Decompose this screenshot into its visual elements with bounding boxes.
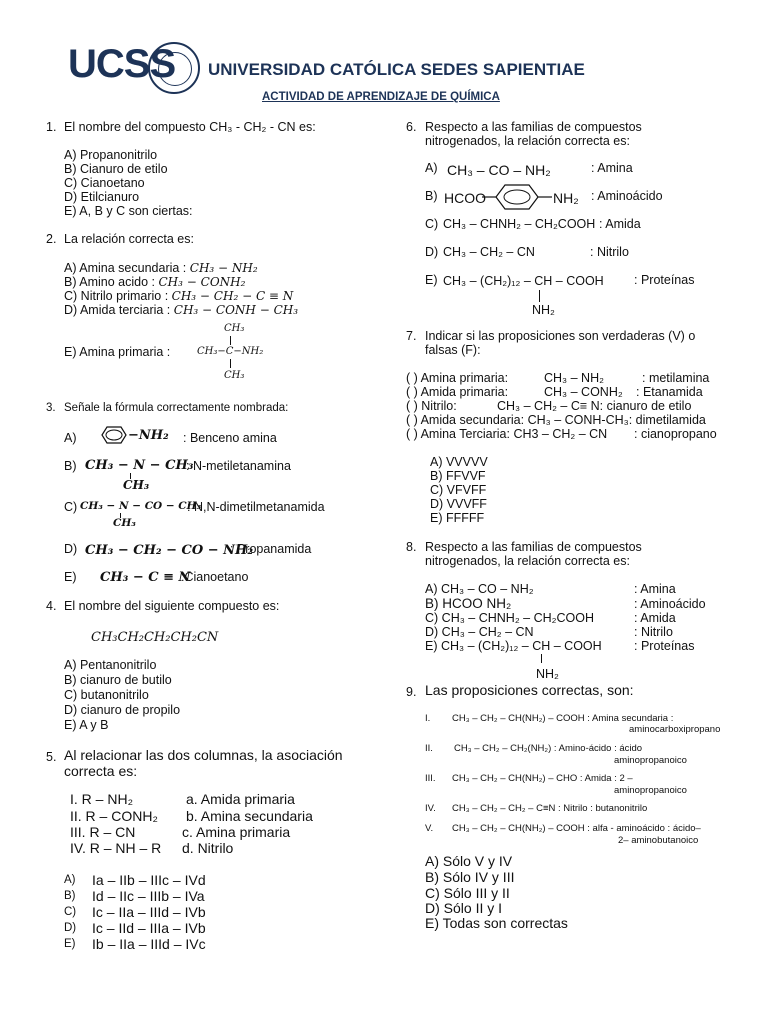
- q8-option-e: E) CH₃ – (CH₂)₁₂ – CH – COOH: [425, 639, 602, 653]
- q6-number: 6.: [406, 120, 417, 134]
- q8-option-b-name: : Aminoácido: [634, 597, 706, 611]
- q6-option-d-name: : Nitrilo: [590, 245, 629, 259]
- q9-option-a: A) Sólo V y IV: [425, 853, 513, 869]
- q7-prop-4-a: ( ) Amida secundaria: CH₃ – CONH-CH₃: dimetilamida: [406, 413, 706, 427]
- q3-option-c-name: : N,N-dimetilmetanamida: [187, 500, 325, 514]
- q7-prop-1-b: CH₃ – NH₂: [544, 371, 604, 385]
- q2-option-c: C) Nitrilo primario : CH₃ − CH₂ − C ≡ N: [64, 289, 294, 303]
- q6-option-e-sub: NH₂: [532, 303, 555, 317]
- university-name: UNIVERSIDAD CATÓLICA SEDES SAPIENTIAE: [208, 60, 585, 79]
- q9-prop-4-line1: CH₃ – CH₂ – CH₂ – C≡N : Nitrilo : butanonitrilo: [452, 803, 648, 814]
- q9-prop-2-num: II.: [425, 743, 433, 754]
- q9-option-e: E) Todas son correctas: [425, 915, 568, 931]
- q7-option-a: A) VVVVV: [430, 455, 488, 469]
- q4-number: 4.: [46, 599, 57, 613]
- q4-formula: CH₃CH₂CH₂CH₂CN: [91, 630, 219, 645]
- q3-option-e-formula: CH₃ − C ≡ N: [100, 570, 191, 585]
- q5-option-b: Id – IIc – IIIb – IVa: [92, 888, 205, 904]
- q6-e-bond: [539, 290, 540, 302]
- q9-prop-1-line2: aminocarboxipropano: [629, 724, 721, 735]
- q6-option-c-letter: C): [425, 217, 439, 231]
- q9-prop-5-line2: 2– aminobutanoico: [618, 835, 699, 846]
- q3-option-b-formula: CH₃ − N − CH₃: [85, 458, 194, 473]
- q5-pair-1-right: a. Amida primaria: [186, 791, 295, 807]
- q8-option-b: B) HCOO NH₂: [425, 596, 512, 611]
- q5-option-a: Ia – IIb – IIIc – IVd: [92, 872, 206, 888]
- q3-option-e-letter: E): [64, 570, 77, 584]
- q9-prop-5-num: V.: [425, 823, 434, 834]
- q2-number: 2.: [46, 232, 57, 246]
- q8-option-e-sub: NH₂: [536, 667, 559, 681]
- q2-option-b: B) Amino acido : CH₃ − CONH₂: [64, 275, 246, 289]
- q7-prop-2-c: : Etanamida: [636, 385, 703, 399]
- q5-pair-2-right: b. Amina secundaria: [186, 808, 313, 824]
- q3-option-d-letter: D): [64, 542, 78, 556]
- q9-prop-5-line1: CH₃ – CH₂ – CH(NH₂) – COOH : alfa - aminoácido : ácido–: [452, 823, 701, 834]
- q6-option-e-letter: E): [425, 273, 438, 287]
- q3-stem: Señale la fórmula correctamente nombrada:: [64, 402, 289, 414]
- q7-prop-3-b: CH₃ – CH₂ – C≡ N: cianuro de etilo: [497, 399, 692, 413]
- q3-option-c-formula: CH₃ − N − CO − CH₃: [80, 500, 202, 512]
- q3-option-a-formula: −NH₂: [128, 428, 169, 443]
- q5-pair-3-right: c. Amina primaria: [182, 824, 291, 840]
- q3-option-c-letter: C): [64, 500, 78, 514]
- q5-option-a-letter: A): [64, 874, 76, 886]
- q3-number: 3.: [46, 402, 56, 414]
- q6-option-d-formula: CH₃ – CH₂ – CN: [443, 245, 535, 259]
- q7-prop-5-a: ( ) Amina Terciaria: CH3 – CH₂ – CN: [406, 427, 608, 441]
- q6-stem-line1: Respecto a las familias de compuestos: [425, 120, 642, 134]
- q7-number: 7.: [406, 329, 417, 343]
- q7-prop-3-a: ( ) Nitrilo:: [406, 399, 457, 413]
- q3-option-d-formula: CH₃ − CH₂ − CO − NH₂: [85, 543, 254, 558]
- q7-option-c: C) VFVFF: [430, 483, 487, 497]
- q5-pair-4-left: IV. R – NH – R: [70, 840, 162, 856]
- q3-option-a-name: : Benceno amina: [183, 431, 277, 445]
- q6-option-a-formula: CH₃ – CO – NH₂: [447, 162, 551, 178]
- q9-option-b: B) Sólo IV y III: [425, 869, 515, 885]
- q1-option-c: C) Cianoetano: [64, 176, 145, 190]
- q6-option-c-formula: CH₃ – CHNH₂ – CH₂COOH: [443, 217, 596, 231]
- q9-stem: Las proposiciones correctas, son:: [425, 682, 634, 698]
- q7-option-e: E) FFFFF: [430, 511, 485, 525]
- q7-prop-2-b: CH₃ – CONH₂: [544, 385, 623, 399]
- q8-stem-line2: nitrogenados, la relación correcta es:: [425, 554, 630, 568]
- q7-prop-1-c: : metilamina: [642, 371, 710, 385]
- q6-option-a-letter: A): [425, 161, 438, 175]
- q9-number: 9.: [406, 685, 417, 699]
- q9-prop-1-num: I.: [425, 713, 431, 724]
- q8-stem-line1: Respecto a las familias de compuestos: [425, 540, 642, 554]
- q2-option-e: E) Amina primaria :: [64, 345, 171, 359]
- q6-option-b-letter: B): [425, 189, 438, 203]
- q5-option-b-letter: B): [64, 890, 76, 902]
- q3-option-d-name: : Propanamida: [230, 542, 312, 556]
- q3-option-c-sub: CH₃: [113, 517, 136, 529]
- q4-stem: El nombre del siguiente compuesto es:: [64, 599, 280, 613]
- q5-option-e: Ib – IIa – IIId – IVc: [92, 936, 206, 952]
- q6-option-a-name: : Amina: [591, 161, 633, 175]
- q5-option-c: Ic – IIa – IIId – IVb: [92, 904, 206, 920]
- q5-option-e-letter: E): [64, 938, 76, 950]
- q6-option-e-formula: CH₃ – (CH₂)₁₂ – CH – COOH: [443, 274, 604, 288]
- q6-option-e-name: : Proteínas: [634, 273, 695, 287]
- q8-option-d-name: : Nitrilo: [634, 625, 673, 639]
- q3-option-b-sub: CH₃: [123, 478, 150, 492]
- activity-title: ACTIVIDAD DE APRENDIZAJE DE QUÍMICA: [262, 91, 500, 103]
- q2-struct-main: CH₃−C−NH₂: [197, 346, 264, 357]
- q5-number: 5.: [46, 750, 57, 764]
- q9-prop-3-num: III.: [425, 773, 436, 784]
- q5-pair-1-left: I. R – NH₂: [70, 791, 133, 807]
- q5-pair-4-right: d. Nitrilo: [182, 840, 234, 856]
- q4-option-c: C) butanonitrilo: [64, 688, 149, 702]
- q5-option-d: Ic – IId – IIIa – IVb: [92, 920, 206, 936]
- q6-option-b-name: : Aminoácido: [591, 189, 663, 203]
- q6-option-b-formula-left: HCOO: [444, 190, 486, 206]
- q8-option-c: C) CH₃ – CHNH₂ – CH₂COOH: [425, 611, 594, 625]
- q4-option-d: D) cianuro de propilo: [64, 703, 181, 717]
- q7-stem-line2: falsas (F):: [425, 343, 481, 357]
- q7-option-d: D) VVVFF: [430, 497, 487, 511]
- q5-stem-line2: correcta es:: [64, 763, 138, 779]
- university-seal-icon: [148, 42, 200, 94]
- benzene-ring-icon: [482, 182, 554, 212]
- q8-option-c-name: : Amida: [634, 611, 676, 625]
- q6-option-d-letter: D): [425, 245, 439, 259]
- q5-pair-2-left: II. R – CONH₂: [70, 808, 158, 824]
- q5-stem-line1: Al relacionar las dos columnas, la asociación: [64, 747, 343, 763]
- q7-option-b: B) FFVVF: [430, 469, 486, 483]
- q3-option-b-letter: B): [64, 459, 77, 473]
- q3-option-b-name: : N-metiletanamina: [186, 459, 291, 473]
- q7-prop-5-c: : cianopropano: [634, 427, 717, 441]
- q2-bond-bottom: [230, 359, 231, 368]
- q2-stem: La relación correcta es:: [64, 232, 194, 246]
- q2-bond-top: [230, 336, 231, 345]
- q9-prop-3-line1: CH₃ – CH₂ – CH(NH₂) – CHO : Amida : 2 –: [452, 773, 633, 784]
- q9-prop-1-line1: CH₃ – CH₂ – CH(NH₂) – COOH : Amina secundaria :: [452, 713, 674, 724]
- q8-e-bond: [541, 654, 542, 663]
- q4-option-e: E) A y B: [64, 718, 109, 732]
- q6-stem-line2: nitrogenados, la relación correcta es:: [425, 134, 630, 148]
- q2-option-a: A) Amina secundaria : CH₃ − NH₂: [64, 261, 258, 275]
- q1-option-d: D) Etilcianuro: [64, 190, 140, 204]
- q8-option-e-name: : Proteínas: [634, 639, 695, 653]
- q5-pair-3-left: III. R – CN: [70, 824, 136, 840]
- q3-option-a-letter: A): [64, 431, 77, 445]
- q7-stem-line1: Indicar si las proposiciones son verdaderas (V) o: [425, 329, 696, 343]
- q9-prop-2-line1: CH₃ – CH₂ – CH₂(NH₂) : Amino-ácido : ácido: [454, 743, 643, 754]
- q8-option-a-name: : Amina: [634, 582, 676, 596]
- q7-prop-1-a: ( ) Amina primaria:: [406, 371, 509, 385]
- q5-option-c-letter: C): [64, 906, 77, 918]
- benzene-ring-icon: [94, 425, 130, 445]
- q9-prop-3-line2: aminopropanoico: [614, 785, 687, 796]
- q1-option-a: A) Propanonitrilo: [64, 148, 158, 162]
- q8-option-a: A) CH₃ – CO – NH₂: [425, 582, 534, 596]
- q8-option-d: D) CH₃ – CH₂ – CN: [425, 625, 534, 639]
- q8-number: 8.: [406, 540, 417, 554]
- q2-struct-top: CH₃: [224, 323, 245, 334]
- q4-option-b: B) cianuro de butilo: [64, 673, 172, 687]
- q6-option-c-name: : Amida: [599, 217, 641, 231]
- q1-option-b: B) Cianuro de etilo: [64, 162, 168, 176]
- q2-option-d: D) Amida terciaria : CH₃ − CONH − CH₃: [64, 303, 299, 317]
- q9-prop-4-num: IV.: [425, 803, 436, 814]
- q7-prop-2-a: ( ) Amida primaria:: [406, 385, 509, 399]
- q4-option-a: A) Pentanonitrilo: [64, 658, 157, 672]
- q3-option-e-name: :Cianoetano: [181, 570, 249, 584]
- logo-text: UCSS: [68, 42, 176, 86]
- q1-number: 1.: [46, 120, 57, 134]
- q5-option-d-letter: D): [64, 922, 77, 934]
- q1-option-e: E) A, B y C son ciertas:: [64, 204, 193, 218]
- q9-prop-2-line2: aminopropanoico: [614, 755, 687, 766]
- q6-option-b-formula-right: NH₂: [553, 190, 579, 206]
- q2-struct-bottom: CH₃: [224, 370, 245, 381]
- q9-option-d: D) Sólo II y I: [425, 900, 503, 916]
- q9-option-c: C) Sólo III y II: [425, 885, 510, 901]
- q1-stem: El nombre del compuesto CH₃ - CH₂ - CN es:: [64, 120, 316, 134]
